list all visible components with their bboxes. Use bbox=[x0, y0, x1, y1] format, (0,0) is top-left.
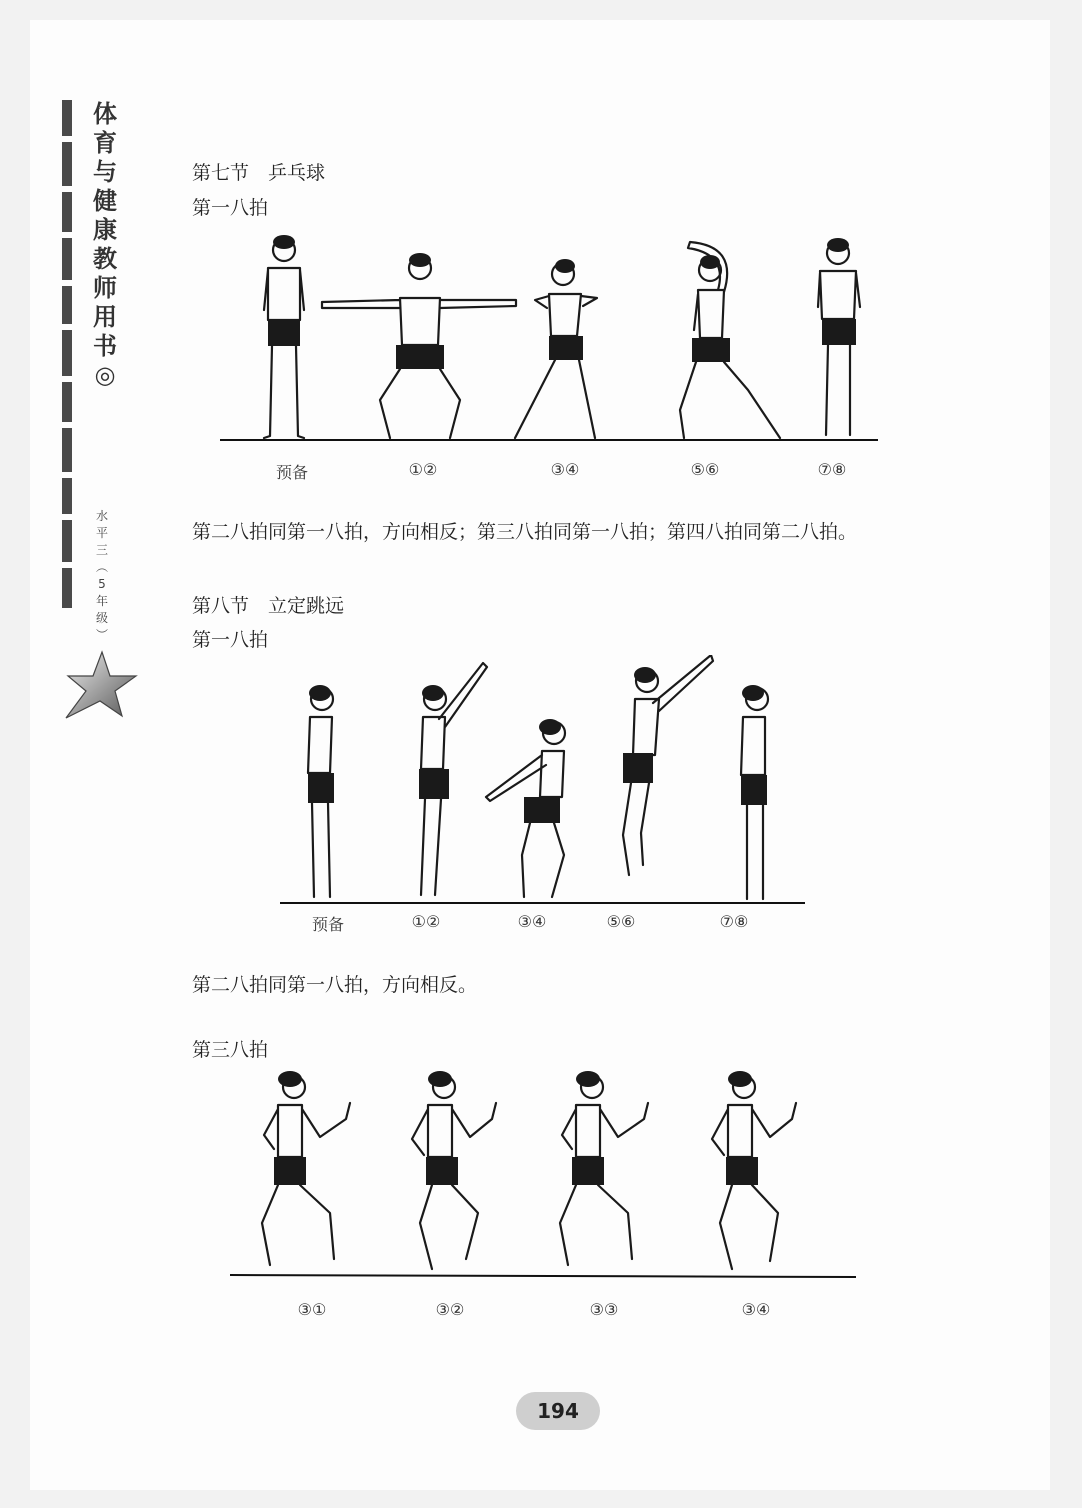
section8-beat3-figure bbox=[228, 1065, 860, 1285]
book-title-char: 健 bbox=[93, 187, 117, 215]
spine-decoration bbox=[62, 100, 74, 640]
section7-note: 第二八拍同第一八拍，方向相反；第三八拍同第一八拍；第四八拍同第二八拍。 bbox=[192, 521, 858, 543]
caption: ③④ bbox=[517, 912, 547, 931]
section8-captions bbox=[0, 912, 1082, 936]
caption: ③③ bbox=[589, 1300, 619, 1319]
figure-lunge-left bbox=[515, 259, 597, 438]
figure-finish bbox=[818, 238, 860, 435]
book-title-vertical bbox=[90, 100, 120, 390]
section7-captions bbox=[0, 460, 1082, 484]
figure-arms-out bbox=[322, 253, 516, 438]
section8-beat3-captions bbox=[0, 1300, 1082, 1324]
level-char: ︶ bbox=[95, 628, 108, 642]
star-icon bbox=[62, 650, 138, 720]
book-title-char: 书 bbox=[93, 332, 117, 360]
section8-beat3-label: 第三八拍 bbox=[192, 1039, 269, 1061]
caption: ⑤⑥ bbox=[606, 912, 636, 931]
figure-land bbox=[741, 685, 768, 899]
section7-title: 第七节 乒乓球 bbox=[192, 162, 326, 184]
section7-beat1-label: 第一八拍 bbox=[192, 197, 269, 219]
caption: 预备 bbox=[275, 463, 309, 482]
figure-arms-raise bbox=[419, 663, 487, 895]
caption: ③① bbox=[297, 1300, 327, 1319]
caption: ③④ bbox=[550, 460, 580, 479]
book-title-char: 师 bbox=[93, 274, 117, 302]
level-char: 级 bbox=[95, 611, 108, 625]
caption: ⑦⑧ bbox=[719, 912, 749, 931]
level-char: 水 bbox=[95, 509, 108, 523]
book-title-char: 康 bbox=[93, 216, 117, 244]
figure-arm-overhead bbox=[680, 242, 780, 438]
page-number: 194 bbox=[516, 1392, 600, 1430]
caption: ①② bbox=[408, 460, 438, 479]
level-char: 三 bbox=[95, 543, 108, 557]
caption: ③② bbox=[435, 1300, 465, 1319]
figure-jog-2 bbox=[412, 1071, 496, 1269]
caption: ③④ bbox=[741, 1300, 771, 1319]
figure-crouch bbox=[486, 719, 565, 897]
figure-jog-4 bbox=[712, 1071, 796, 1269]
caption: ⑦⑧ bbox=[817, 460, 847, 479]
level-label-vertical bbox=[92, 508, 112, 644]
section8-beat1-label: 第一八拍 bbox=[192, 629, 269, 651]
book-title-char: ◎ bbox=[94, 361, 116, 389]
section8-title: 第八节 立定跳远 bbox=[192, 595, 345, 617]
level-char: 年 bbox=[95, 594, 108, 608]
level-char: 5 bbox=[98, 577, 106, 591]
caption: ①② bbox=[411, 912, 441, 931]
book-title-char: 育 bbox=[93, 129, 117, 157]
book-title-char: 与 bbox=[93, 158, 117, 186]
figure-jump bbox=[623, 655, 713, 875]
book-title-char: 体 bbox=[93, 100, 117, 128]
section8-figure bbox=[275, 655, 810, 910]
book-title-char: 教 bbox=[93, 245, 117, 273]
figure-ready bbox=[308, 685, 334, 897]
figure-jog-3 bbox=[560, 1071, 648, 1265]
ground-line bbox=[230, 1275, 856, 1277]
section8-note: 第二八拍同第一八拍，方向相反。 bbox=[192, 974, 478, 996]
level-char: ︵ bbox=[95, 560, 108, 574]
caption: 预备 bbox=[311, 915, 345, 934]
caption: ⑤⑥ bbox=[690, 460, 720, 479]
level-char: 平 bbox=[95, 526, 108, 540]
section7-figure bbox=[220, 230, 880, 445]
figure-ready bbox=[264, 235, 304, 438]
figure-jog-1 bbox=[262, 1071, 350, 1265]
book-title-char: 用 bbox=[93, 303, 117, 331]
